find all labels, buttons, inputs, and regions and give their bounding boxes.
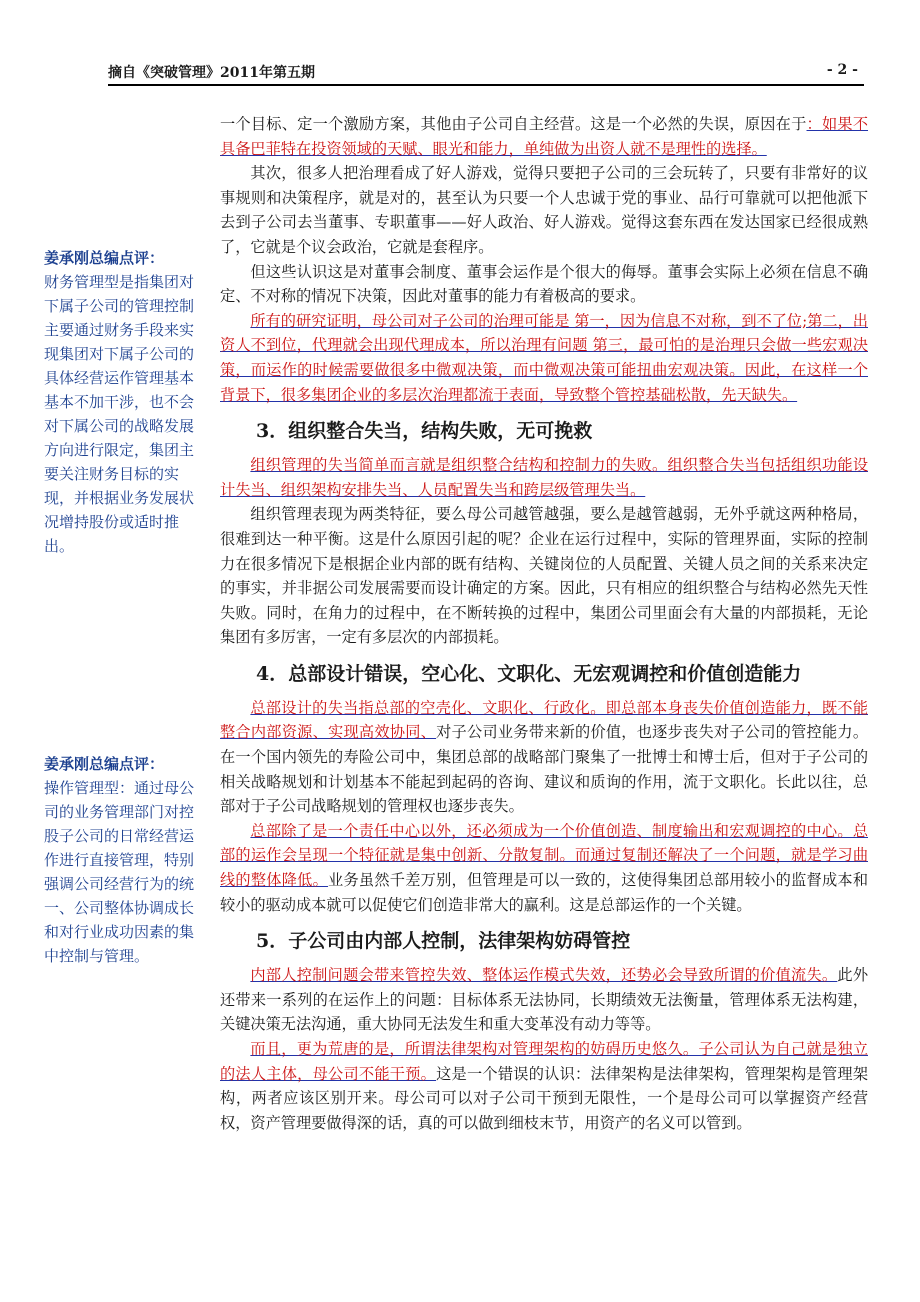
paragraph [220,819,868,917]
editor-comment-body: 操作管理型：通过母公司的业务管理部门对控股子公司的日常经营运作进行直接管理，特别强调公司经营行为的统一、公司整体协调成长和对行业成功因素的集中控制与管理。 [44,779,195,965]
highlighted-paragraph: 组织管理的失当简单而言就是组织整合结构和控制力的失败。组织整合失当包括组织功能设计失当、组织架构安排失当、人员配置失当和跨层级管理失当。 [220,456,868,499]
text-span: 这是一个错误的认识：法律架构是法律架构，管理架构是管理架构，两者应该区别开来。母公司可以对子公司干预到无限性，一个是母公司可以掌握资产经营权，资产管理要做得深的话，真的可以做到细枝末节，用资产的名义可以管到。 [220,1064,869,1132]
paragraph [220,1037,868,1135]
editor-comment-body: 财务管理型是指集团对下属子公司的管理控制主要通过财务手段来实现集团对下属子公司的具体经营运作管理基本基本不加干涉，也不会对下属公司的战略发展方向进行限定，集团主要关注财务目标的实现，并根据业务发展状况增持股份或适时推出。 [44,273,195,555]
paragraph: 组织管理表现为两类特征，要么母公司越管越强，要么是越管越弱，无外乎就这两种格局，很难到达一种平衡。这是什么原因引起的呢？企业在运行过程中，实际的管理界面，实际的控制力在很多情况下是根据企业内部的既有结构、关键岗位的人员配置、关键人员之间的关系来决定的事实，并非据公司发展需要而设计确定的方案。因此，只有相应的组织整合与结构必然先天性失败。同时，在角力的过程中，在不断转换的过程中，集团公司里面会有大量的内部损耗，无论集团有多厉害，一定有多层次的内部损耗。 [220,505,868,647]
highlighted-paragraph: 所有的研究证明，母公司对子公司的治理可能是 第一，因为信息不对称，到不了位;第二，出资人不到位，代理就会出现代理成本，所以治理有问题 第三，最可怕的是治理只会做一些宏观决策，而运作的时候需要做很多中微观决策，而中微观决策可能扭曲宏观决策。因此，在这样一个背景下，很多集团企业的多层次治理都流于表面，导致整个管控基础松散，先天缺失。 [220,311,868,404]
editor-comment-2 [44,752,208,968]
text-span: 对子公司业务带来新的价值，也逐步丧失对子公司的管控能力。在一个国内领先的寿险公司中，集团总部的战略部门聚集了一批博士和博士后，但对于子公司的相关战略规划和计划基本不能起到起码的咨询、建议和质询的作用，流于文职化。长此以往，总部对于子公司战略规划的管理权也逐步丧失。 [220,723,869,816]
highlighted-text: 而且，更为荒唐的是，所谓法律架构对管理架构的妨碍历史悠久。子公司认为自己就是独立的法人主体，母公司不能干预。 [220,1040,868,1083]
paragraph [220,696,868,819]
section-heading-4: 4．总部设计错误，空心化、文职化、无宏观调控和价值创造能力 [256,662,802,685]
paragraph: 但这些认识这是对董事会制度、董事会运作是个很大的侮辱。董事会实际上必须在信息不确定、不对称的情况下决策，因此对董事的能力有着极高的要求。 [220,262,868,306]
page-header [108,62,864,84]
header-rule [108,84,864,86]
editor-comment-1 [44,246,208,558]
paragraph [220,963,868,1037]
paragraph: 其次，很多人把治理看成了好人游戏，觉得只要把子公司的三会玩转了，只要有非常好的议事规则和决策程序，就是对的，甚至认为只要一个人忠诚于党的事业、品行可靠就可以把他派下去到子公司去当董事、专职董事——好人政治、好人游戏。觉得这套东西在发达国家已经很成熟了，它就是个议会政治，它就是套程序。 [220,164,868,256]
article-body [220,112,868,1135]
page-number: - 2 - [826,62,858,78]
editor-comment-title: 姜承刚总编点评： [44,249,165,267]
section-heading-5: 5．子公司由内部人控制，法律架构妨碍管控 [256,930,631,953]
text-span: 一个目标、定一个激励方案，其他由子公司自主经营。这是一个必然的失误，原因在于 [220,115,807,133]
text-span: 此外还带来一系列的在运作上的问题：目标体系无法协同，长期绩效无法衡量，管理体系无法构建，关键决策无法沟通，重大协同无法发生和重大变革没有动力等等。 [220,966,869,1034]
paragraph [220,112,868,161]
highlighted-text: ：如果不具备巴菲特在投资领域的天赋、眼光和能力，单纯做为出资人就不是理性的选择。 [220,115,869,158]
header-title: 摘自《突破管理》2011年第五期 [108,65,315,81]
text-span: 业务虽然千差万别，但管理是可以一致的，这使得集团总部用较小的监督成本和较小的驱动成本就可以促使它们创造非常大的赢利。这是总部运作的一个关键。 [220,871,869,914]
highlighted-text: 总部除了是一个责任中心以外，还必须成为一个价值创造、制度输出和宏观调控的中心。总部的运作会呈现一个特征就是集中创新、分散复制。而通过复制还解决了一个问题，就是学习曲线的整体降低。 [220,821,868,890]
highlighted-text: 内部人控制问题会带来管控失效、整体运作模式失效，还势必会导致所谓的价值流失。 [250,966,838,985]
section-heading-3: 3．组织整合失当，结构失败，无可挽救 [256,420,593,443]
editor-comment-title: 姜承刚总编点评： [44,755,165,773]
highlighted-text: 总部设计的失当指总部的空壳化、文职化、行政化。即总部本身丧失价值创造能力，既不能整合内部资源、实现高效协同、 [220,698,868,742]
